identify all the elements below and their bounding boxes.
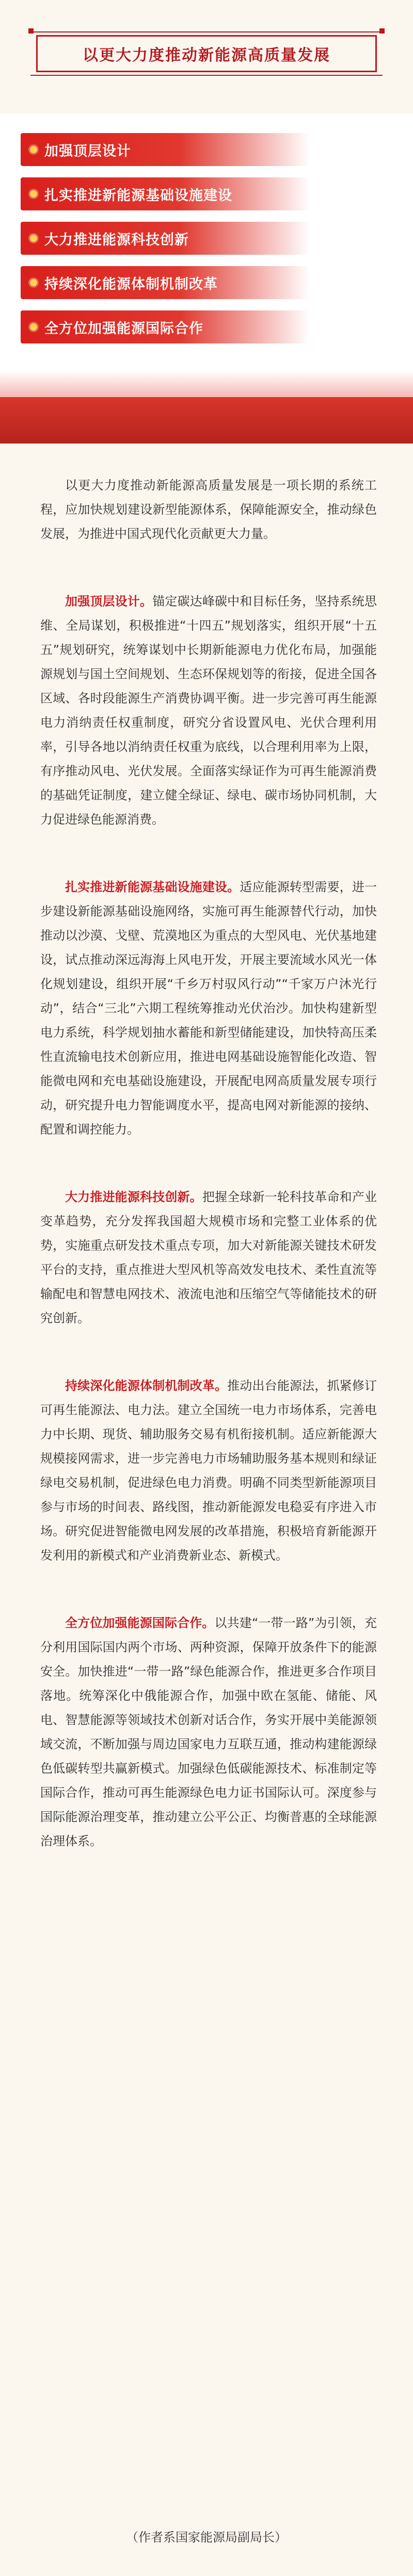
title-frame [36,35,377,72]
author-note: （作者系国家能源局副局长） [126,2530,287,2545]
title-corner-left [28,28,34,34]
title-corner-right [379,28,385,34]
section-paragraph [40,1185,377,1331]
section-body: 把握全球新一轮科技革命和产业变革趋势，充分发挥我国超大规模市场和完整工业体系的优势，实施重点研发技术重点专项，加大对新能源关键技术研发平台的支持，重点推进大型风机等高效发电技术、柔性直流等输配电和智慧电网技术、液流电池和压缩空气等储能技术的研究创新。 [40,1190,377,1325]
section-body: 锚定碳达峰碳中和目标任务，坚持系统思维、全局谋划，积极推进“十四五”规划落实，组织开展“十五五”规划研究，统筹谋划中长期新能源电力优化布局，加强能源规划与国土空间规划、生态环保规划等的衔接，促进全国各区域、各时段能源生产消费协调平衡。进一步完善可再生能源电力消纳责任权重制度，研究分省设置风电、光伏合理利用率，引导各地以消纳责任权重为底线，以合理利用率为上限，有序推动风电、光伏发展。全面落实绿证作为可再生能源消费的基础凭证制度，建立健全绿证、绿电、碳市场协同机制，大力促进绿色能源消费。 [40,594,377,827]
section-heading: 扎实推进新能源基础设施建设。 [65,880,240,894]
section-body: 推动出台能源法，抓紧修订可再生能源法、电力法。建立全国统一电力市场体系，完善电力中长期、现货、辅助服务交易有机衔接机制。适应新能源大规模接网需求，进一步完善电力市场辅助服务基本规则和绿证绿电交易机制，促进绿色电力消费。明确不同类型新能源项目参与市场的时间表、路线图，推动新能源发电稳妥有序进入市场。研究促进智能微电网发展的改革措施，积极培育新能源开发利用的新模式和产业消费新业态、新模式。 [40,1379,377,1563]
topic-list [21,133,310,355]
bullet-dot-icon [30,279,37,286]
banner-red-band [0,397,413,444]
article-body [40,473,377,1877]
bullet-dot-icon [30,323,37,331]
topic-label: 持续深化能源体制机制改革 [44,276,218,292]
section-heading: 大力推进能源科技创新。 [65,1190,202,1204]
section-body: 以共建“一带一路”为引领，充分利用国际国内两个市场、两种资源，保障开放条件下的能源安全。加快推进“一带一路”绿色能源合作，推进更多合作项目落地。统筹深化中俄能源合作，加强中欧在氢能、储能、风电、智慧能源等领域技术创新对话合作，务实开展中美能源领域交流，不断加强与周边国家电力互联互通，推动构建能源绿色低碳转型共赢新模式。加强绿色低碳能源技术、标准制定等国际合作，推动可再生能源绿色电力证书国际认可。深度参与国际能源治理变革，推动建立公平公正、均衡普惠的全球能源治理体系。 [40,1616,377,1848]
topic-item [21,177,310,210]
bullet-dot-icon [30,146,37,153]
intro-paragraph: 以更大力度推动新能源高质量发展是一项长期的系统工程，应加快规划建设新型能源体系，保障能源安全，推动绿色发展，为推进中国式现代化贡献更大力量。 [40,478,377,541]
section-paragraph [40,1374,377,1568]
section-paragraph [40,589,377,832]
topic-item [21,310,310,343]
section-paragraph [40,875,377,1142]
section-paragraph [40,1611,377,1853]
bullet-dot-icon [30,235,37,242]
topic-item [21,133,310,166]
section-body: 适应能源转型需要，进一步建设新能源基础设施网络，实施可再生能源替代行动，加快推动以沙漠、戈壁、荒漠地区为重点的大型风电、光伏基地建设，试点推动深远海海上风电开发，开展主要流域水风光一体化规划建设，组织开展“千乡万村驭风行动”“千家万户沐光行动”，结合“三北”六期工程统筹推动光伏治沙。加快构建新型电力系统，科学规划抽水蓄能和新型储能建设，加快特高压柔性直流输电技术创新应用，推进电网基础设施智能化改造、智能微电网和充电基础设施建设，开展配电网高质量发展专项行动，研究提升电力智能调度水平，提高电网对新能源的接纳、配置和调控能力。 [40,880,377,1137]
page-title: 以更大力度推动新能源高质量发展 [83,46,330,64]
section-heading: 持续深化能源体制机制改革。 [65,1379,228,1393]
bullet-dot-icon [30,190,37,198]
topic-item [21,266,310,299]
section-heading: 加强顶层设计。 [65,594,153,609]
topic-label: 大力推进能源科技创新 [44,232,189,248]
topic-label: 加强顶层设计 [44,143,131,159]
topic-label: 全方位加强能源国际合作 [44,320,203,337]
topic-label: 扎实推进新能源基础设施建设 [44,187,232,204]
section-heading: 全方位加强能源国际合作。 [65,1616,215,1630]
topic-item [21,222,310,255]
